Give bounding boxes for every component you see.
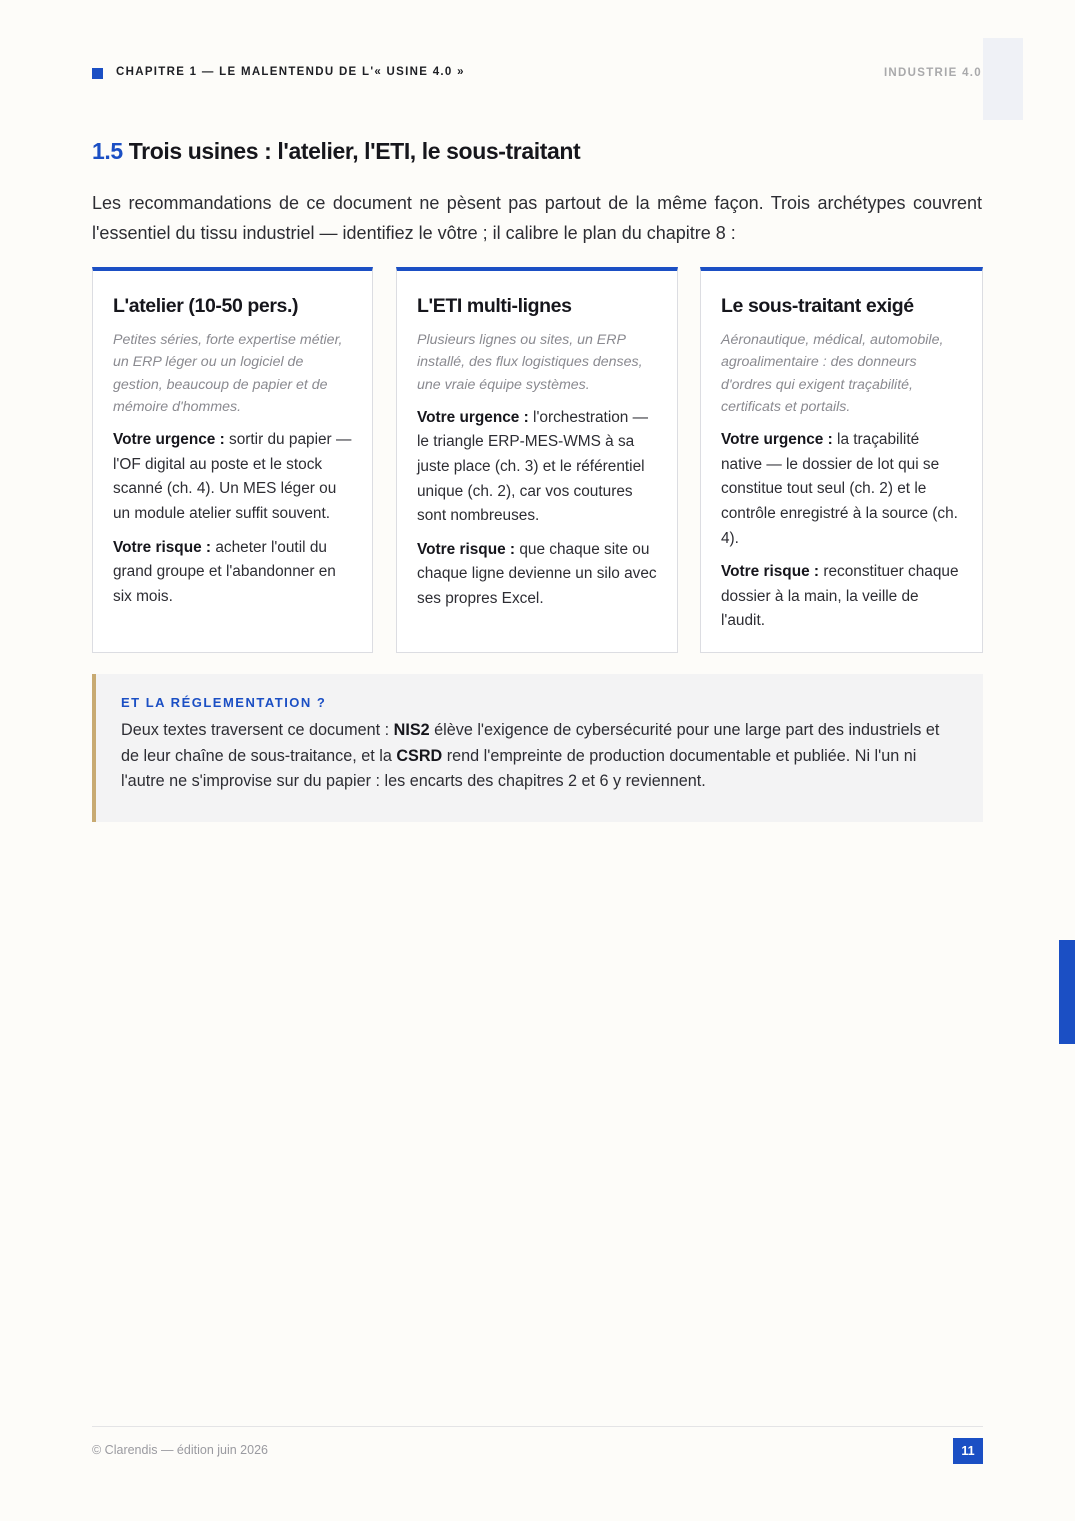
urgency-text: sortir du papier — l'OF digital au poste et le stock scanné (ch. 4). Un MES léger ou un module atelier suffit souvent. bbox=[113, 431, 352, 522]
callout-term-csrd: CSRD bbox=[396, 746, 443, 765]
card-urgency bbox=[721, 428, 964, 551]
card-risk bbox=[721, 560, 964, 634]
chapter-numeral-decoration bbox=[983, 38, 1023, 120]
card-description: Aéronautique, médical, automobile, agroalimentaire : des donneurs d'ordres qui exigent traçabilité, certificats et portails. bbox=[721, 332, 944, 415]
risk-text: reconstituer chaque dossier à la main, la veille de l'audit. bbox=[721, 563, 959, 630]
card-title: Le sous-traitant exigé bbox=[721, 295, 914, 317]
card-urgency bbox=[113, 428, 354, 526]
chapter-label: CHAPITRE 1 — LE MALENTENDU DE L'« USINE 4.0 » bbox=[116, 66, 465, 78]
callout-body bbox=[121, 718, 953, 795]
card-risk bbox=[417, 538, 659, 612]
risk-label: Votre risque : bbox=[113, 538, 212, 556]
archetype-card-atelier bbox=[92, 267, 373, 653]
risk-text: que chaque site ou chaque ligne devienne un silo avec ses propres Excel. bbox=[417, 540, 657, 608]
archetype-card-sous-traitant bbox=[700, 267, 983, 653]
running-header bbox=[92, 66, 982, 84]
card-description: Petites séries, forte expertise métier, un ERP léger ou un logiciel de gestion, beaucoup de papier et de mémoire d'hommes. bbox=[113, 332, 343, 415]
urgency-text: la traçabilité native — le dossier de lot qui se constitue tout seul (ch. 2) et le contrôle enregistré à la source (ch. 4). bbox=[721, 431, 958, 547]
card-risk bbox=[113, 536, 354, 610]
urgency-label: Votre urgence : bbox=[113, 431, 225, 449]
section-number: 1.5 bbox=[92, 138, 123, 164]
archetype-card-eti bbox=[396, 267, 678, 653]
card-urgency bbox=[417, 406, 659, 529]
footer-divider bbox=[92, 1426, 983, 1427]
chapter-side-tab bbox=[1059, 940, 1075, 1044]
card-description: Plusieurs lignes ou sites, un ERP installé, des flux logistiques denses, une vraie équipe systèmes. bbox=[417, 332, 643, 393]
urgency-text: l'orchestration — le triangle ERP-MES-WMS à sa juste place (ch. 3) et le référentiel unique (ch. 2), car vos coutures sont nombreuses. bbox=[417, 408, 649, 525]
callout-text: rend l'empreinte de production documentable et publiée. Ni l'un ni l'autre ne s'improvise sur du papier : les encarts des chapitres 2 et 6 y reviennent. bbox=[121, 746, 917, 791]
risk-label: Votre risque : bbox=[721, 563, 820, 581]
section-heading bbox=[92, 138, 580, 165]
page-number: 11 bbox=[953, 1438, 983, 1464]
chapter-marker-square bbox=[92, 68, 103, 79]
card-title: L'atelier (10-50 pers.) bbox=[113, 295, 299, 317]
callout-text: Deux textes traversent ce document : bbox=[121, 721, 394, 739]
callout-term-nis2: NIS2 bbox=[393, 721, 430, 739]
urgency-label: Votre urgence : bbox=[721, 431, 833, 449]
risk-label: Votre risque : bbox=[417, 540, 516, 558]
regulation-callout bbox=[92, 674, 983, 822]
section-title: Trois usines : l'atelier, l'ETI, le sous-traitant bbox=[128, 138, 581, 164]
card-title: L'ETI multi-lignes bbox=[417, 295, 572, 317]
callout-title: ET LA RÉGLEMENTATION ? bbox=[121, 695, 327, 710]
urgency-label: Votre urgence : bbox=[417, 408, 529, 426]
publication-label: INDUSTRIE 4.0 bbox=[883, 67, 982, 79]
intro-paragraph: Les recommandations de ce document ne pèsent pas partout de la même façon. Trois archétypes couvrent l'essentiel du tissu industriel — identifiez le vôtre ; il calibre le plan du chapitre 8 : bbox=[92, 193, 982, 243]
callout-text: élève l'exigence de cybersécurité pour une large part des industriels et de leur chaîne de sous-traitance, et la bbox=[121, 721, 940, 765]
risk-text: acheter l'outil du grand groupe et l'abandonner en six mois. bbox=[113, 538, 336, 605]
footer-copyright: © Clarendis — édition juin 2026 bbox=[92, 1443, 268, 1457]
